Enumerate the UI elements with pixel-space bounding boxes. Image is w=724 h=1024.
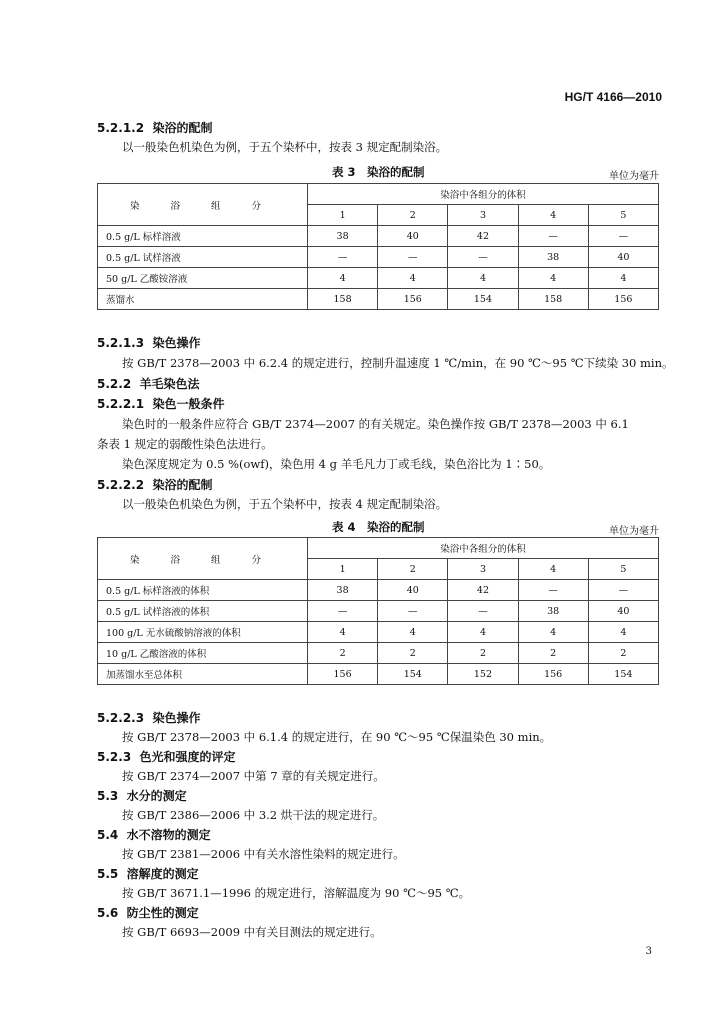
paragraph: 以一般染色机染色为例，于五个染杯中，按表 4 规定配制染浴。	[122, 497, 448, 511]
cell: 158	[518, 289, 588, 310]
section-number: 5.6	[97, 906, 119, 920]
cell: 154	[588, 664, 658, 685]
table4-col-header: 4	[518, 559, 588, 580]
row-label: 加蒸馏水至总体积	[98, 664, 308, 685]
table-row	[98, 289, 659, 310]
table-row	[98, 622, 659, 643]
cell: 4	[448, 268, 518, 289]
paragraph: 按 GB/T 2381—2006 中有关水溶性染料的规定进行。	[122, 847, 405, 861]
section-title: 水分的测定	[126, 789, 187, 803]
cell: 156	[378, 289, 448, 310]
section-number: 5.2.2.1	[97, 397, 145, 411]
cell: 4	[518, 268, 588, 289]
section-5-2-2-2	[97, 476, 212, 493]
section-title: 水不溶物的测定	[126, 828, 211, 842]
page-number: 3	[645, 946, 652, 957]
cell: 40	[588, 247, 658, 268]
table3-group-header: 染浴中各组分的体积	[308, 184, 659, 205]
cell: —	[588, 580, 658, 601]
section-5-2-1-3	[97, 334, 200, 351]
table4-caption: 表 4 染浴的配制	[332, 520, 425, 534]
section-title: 染色一般条件	[152, 397, 225, 411]
section-title: 染浴的配制	[152, 121, 213, 135]
section-title: 染色操作	[152, 711, 201, 725]
table-row	[98, 247, 659, 268]
section-title: 防尘性的测定	[126, 906, 199, 920]
section-5-2-3	[97, 748, 236, 765]
cell: 40	[378, 580, 448, 601]
table3-col-header: 1	[308, 205, 378, 226]
cell: 38	[518, 247, 588, 268]
table4-col-header: 2	[378, 559, 448, 580]
table3-col-header: 3	[448, 205, 518, 226]
section-5-2-2-3	[97, 709, 200, 726]
section-5-6	[97, 904, 199, 921]
section-number: 5.5	[97, 867, 119, 881]
section-number: 5.4	[97, 828, 119, 842]
row-label: 0.5 g/L 标样溶液	[98, 226, 308, 247]
cell: 40	[378, 226, 448, 247]
row-label: 100 g/L 无水硫酸钠溶液的体积	[98, 622, 308, 643]
table-row	[98, 268, 659, 289]
cell: 154	[448, 289, 518, 310]
cell: 4	[378, 622, 448, 643]
paragraph: 按 GB/T 2378—2003 中 6.1.4 的规定进行，在 90 ℃～95 ℃保温染色 30 min。	[122, 730, 552, 744]
cell: —	[518, 226, 588, 247]
section-title: 染色操作	[152, 336, 201, 350]
section-5-4	[97, 826, 211, 843]
cell: 2	[378, 643, 448, 664]
row-label: 0.5 g/L 试样溶液的体积	[98, 601, 308, 622]
section-5-2-2	[97, 375, 200, 392]
table3-col-header: 2	[378, 205, 448, 226]
section-5-2-1-2	[97, 119, 212, 136]
cell: 2	[588, 643, 658, 664]
section-number: 5.2.1.2	[97, 121, 145, 135]
cell: 2	[518, 643, 588, 664]
paragraph: 染色深度规定为 0.5 %(owf)，染色用 4 g 羊毛凡力丁或毛线，染色浴比为 1∶50。	[122, 457, 551, 471]
table3-unit: 单位为毫升	[609, 171, 659, 182]
cell: —	[518, 580, 588, 601]
section-number: 5.2.2.2	[97, 478, 145, 492]
row-label: 0.5 g/L 试样溶液	[98, 247, 308, 268]
cell: —	[378, 601, 448, 622]
paragraph: 染色时的一般条件应符合 GB/T 2374—2007 的有关规定。染色操作按 GB/T 2378—2003 中 6.1	[122, 417, 629, 431]
row-label: 0.5 g/L 标样溶液的体积	[98, 580, 308, 601]
section-title: 染浴的配制	[152, 478, 213, 492]
table4	[97, 537, 659, 685]
section-title: 羊毛染色法	[139, 377, 200, 391]
row-label: 10 g/L 乙酸溶液的体积	[98, 643, 308, 664]
table3	[97, 183, 659, 310]
cell: 4	[588, 268, 658, 289]
cell: 4	[308, 268, 378, 289]
cell: 156	[518, 664, 588, 685]
table4-unit: 单位为毫升	[609, 526, 659, 537]
table4-col-header: 1	[308, 559, 378, 580]
cell: 38	[308, 580, 378, 601]
cell: 2	[448, 643, 518, 664]
cell: —	[448, 601, 518, 622]
cell: 154	[378, 664, 448, 685]
paragraph-continuation: 条表 1 规定的弱酸性染色法进行。	[97, 437, 273, 451]
cell: 42	[448, 580, 518, 601]
paragraph: 按 GB/T 2378—2003 中 6.2.4 的规定进行，控制升温速度 1 ℃/min，在 90 ℃～95 ℃下续染 30 min。	[122, 356, 674, 370]
section-5-2-2-1	[97, 395, 224, 412]
table-row	[98, 226, 659, 247]
cell: —	[588, 226, 658, 247]
table3-col-header: 5	[588, 205, 658, 226]
table3-col-header: 4	[518, 205, 588, 226]
cell: 156	[588, 289, 658, 310]
cell: 4	[518, 622, 588, 643]
section-5-3	[97, 787, 187, 804]
table3-component-header: 染 浴 组 分	[98, 184, 308, 226]
paragraph: 按 GB/T 2386—2006 中 3.2 烘干法的规定进行。	[122, 808, 385, 822]
cell: 152	[448, 664, 518, 685]
cell: —	[308, 601, 378, 622]
cell: 4	[448, 622, 518, 643]
table4-group-header: 染浴中各组分的体积	[308, 538, 659, 559]
cell: —	[308, 247, 378, 268]
cell: 4	[588, 622, 658, 643]
table4-col-header: 5	[588, 559, 658, 580]
section-number: 5.2.1.3	[97, 336, 145, 350]
cell: 42	[448, 226, 518, 247]
paragraph: 按 GB/T 2374—2007 中第 7 章的有关规定进行。	[122, 769, 385, 783]
cell: 4	[378, 268, 448, 289]
paragraph: 以一般染色机染色为例，于五个染杯中，按表 3 规定配制染浴。	[122, 140, 448, 154]
paragraph: 按 GB/T 6693—2009 中有关目测法的规定进行。	[122, 925, 382, 939]
table4-component-header: 染 浴 组 分	[98, 538, 308, 580]
cell: 156	[308, 664, 378, 685]
table-row	[98, 643, 659, 664]
table-row	[98, 601, 659, 622]
table-row	[98, 580, 659, 601]
section-number: 5.2.2	[97, 377, 132, 391]
section-number: 5.3	[97, 789, 119, 803]
section-title: 色光和强度的评定	[139, 750, 236, 764]
cell: —	[378, 247, 448, 268]
cell: —	[448, 247, 518, 268]
section-number: 5.2.2.3	[97, 711, 145, 725]
table4-col-header: 3	[448, 559, 518, 580]
cell: 158	[308, 289, 378, 310]
document-code: HG/T 4166—2010	[564, 90, 662, 104]
paragraph: 按 GB/T 3671.1—1996 的规定进行，溶解温度为 90 ℃～95 ℃。	[122, 886, 471, 900]
section-title: 溶解度的测定	[126, 867, 199, 881]
cell: 38	[518, 601, 588, 622]
cell: 2	[308, 643, 378, 664]
row-label: 50 g/L 乙酸铵溶液	[98, 268, 308, 289]
cell: 38	[308, 226, 378, 247]
table-row	[98, 664, 659, 685]
section-5-5	[97, 865, 199, 882]
table3-caption: 表 3 染浴的配制	[332, 165, 425, 179]
section-number: 5.2.3	[97, 750, 132, 764]
row-label: 蒸馏水	[98, 289, 308, 310]
cell: 4	[308, 622, 378, 643]
cell: 40	[588, 601, 658, 622]
